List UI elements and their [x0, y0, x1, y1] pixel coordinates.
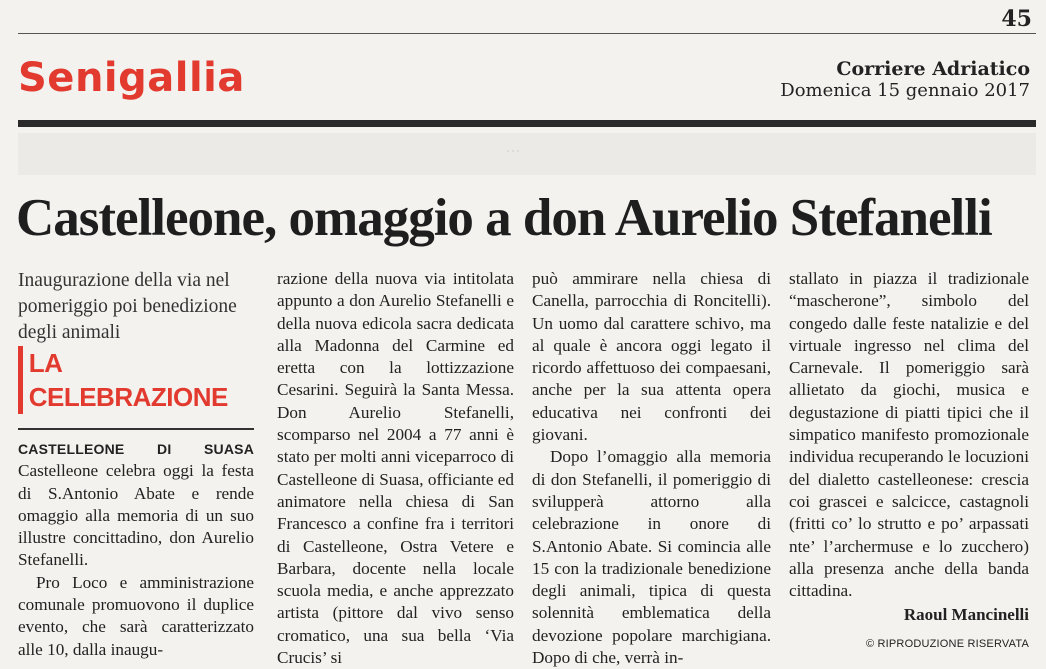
kicker-accent-bar	[18, 346, 23, 414]
paper-name: Corriere Adriatico	[836, 58, 1030, 80]
subheadline: Inaugurazione della via nel pomeriggio poi benedizione degli animali	[18, 270, 237, 343]
section-title: Senigallia	[18, 55, 245, 101]
page-number: 45	[1001, 6, 1032, 32]
masthead	[780, 58, 1030, 102]
paragraph: Dopo l’omaggio alla memoria di don Stefanelli, il pomeriggio di svilupperà attorno alla celebrazione in onore di S.Antonio Abate. Si comincia alle 15 con la tradizionale benedizione degli animali, tipica di questa solennità emblematica della devozione popolare marchigiana. Dopo di che, verrà in-	[532, 447, 771, 668]
paragraph: razione della nuova via intitolata appunto a don Aurelio Stefanelli e della nuova edicola sacra dedicata alla Madonna del Carmine ed eretta con la lottizzazione Cesarini. Seguirà la Santa Messa. Don Aurelio Stefanelli, scomparso nel 2004 a 77 anni è stato per molti anni viceparroco di Castelleone di Suasa, officiante ed animatore nella chiesa di San Francesco a confine fra i territori di Castelleone, Ostra Vetere e Barbara, docente nella locale scuola media, e anche apprezzato artista (pittore dal vivo senso cromatico, una sua bella ‘Via Crucis’ si	[277, 269, 514, 668]
headline: Castelleone, omaggio a don Aurelio Stefanelli	[16, 189, 992, 247]
article-column-3	[532, 268, 771, 669]
lead-paragraph	[18, 438, 254, 572]
paragraph: può ammirare nella chiesa di Canella, parrocchia di Roncitelli). Un uomo dal carattere schivo, ma al quale è ancora oggi legato il ricordo affettuoso dei compaesani, anche per la sua attenta opera educativa nei confronti dei giovani.	[532, 269, 771, 445]
paragraph: Pro Loco e amministrazione comunale promuovono il duplice evento, che sarà caratterizzato alle 10, dalla inaugu-	[18, 572, 254, 659]
paper-date: Domenica 15 gennaio 2017	[780, 80, 1030, 101]
article-column-2	[277, 268, 514, 669]
dateline: CASTELLEONE DI SUASA	[18, 441, 254, 457]
top-rule	[18, 33, 1036, 34]
article-column-1	[18, 268, 254, 661]
article-column-4	[789, 268, 1029, 655]
paragraph: stallato in piazza il tradizionale “mascherone”, simbolo del congedo dalle feste natalizie e del virtuale ingresso nel clima del Carnevale. Il pomeriggio sarà allietato da giochi, musica e degustazione di piatti tipici che il simpatico manifesto promozionale individua recuperando le locuzioni del dialetto castelleonese: crescia coi grascei e salcicce, castagnoli (fritti co’ lo strutto e po’ arpassati nte’ l’archermuse e lo zucchero) alla presenza anche della banda cittadina.	[789, 269, 1029, 601]
copyright-notice: © RIPRODUZIONE RISERVATA	[865, 637, 1029, 650]
kicker-box	[18, 346, 254, 414]
blank-band: · · ·	[18, 133, 1036, 175]
kicker-label: LA CELEBRAZIONE	[28, 348, 228, 412]
author-byline: Raoul Mancinelli	[903, 605, 1029, 625]
section-rule	[18, 120, 1036, 127]
column-rule	[18, 428, 254, 430]
lead-text: Castelleone celebra oggi la festa di S.Antonio Abate e rende omaggio alla memoria di un suo illustre concittadino, don Aurelio Stefanelli.	[18, 461, 254, 570]
